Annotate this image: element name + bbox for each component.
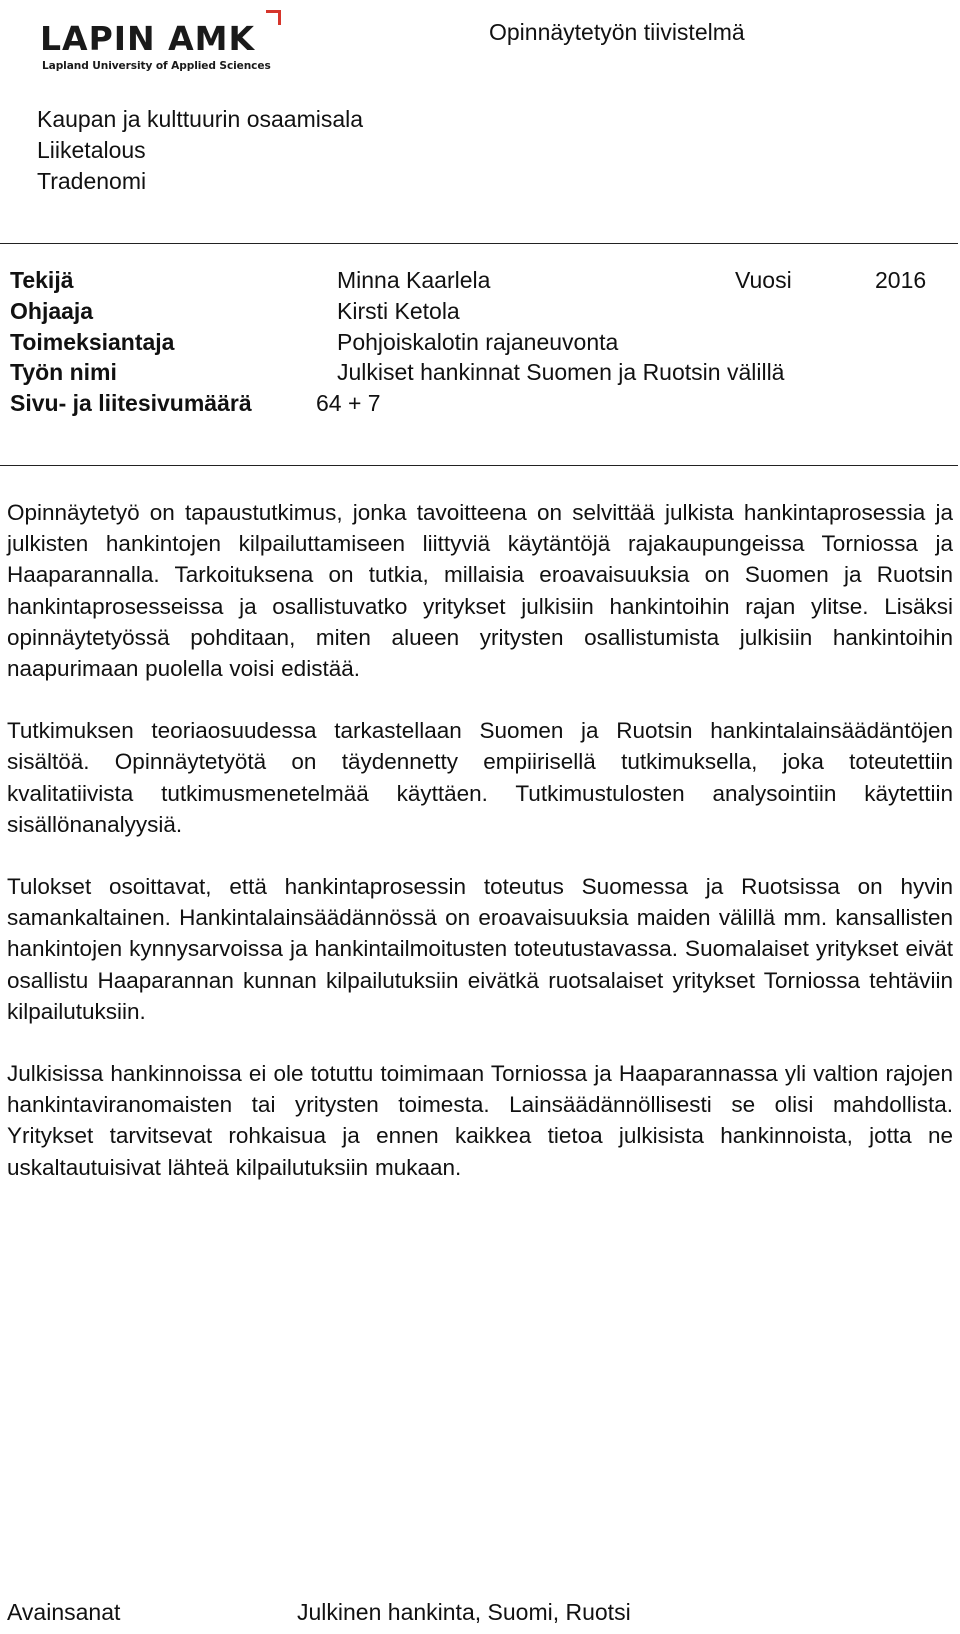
field-of-study: Kaupan ja kulttuurin osaamisala — [37, 106, 364, 132]
year-label: Vuosi — [735, 267, 792, 293]
supervisor-value: Kirsti Ketola — [337, 298, 460, 324]
abstract-paragraph: Julkisissa hankinnoissa ei ole totuttu toimimaan Torniossa ja Haaparannassa yli valtion rajojen hankintaviranomaisten tai yritysten toimesta. Lainsäädännöllisesti se olisi mahdollista. Yritykset tarvitsevat rohkaisua ja ennen kaikkea tietoa julkisista hankinnoista, jotta ne uskaltautuisivat lähteä kilpailutuksiin mukaan. — [7, 1061, 953, 1180]
logo-accent-mark — [266, 10, 281, 25]
degree-title: Tradenomi — [37, 168, 147, 194]
keywords-value: Julkinen hankinta, Suomi, Ruotsi — [297, 1599, 631, 1625]
keywords-label: Avainsanat — [7, 1599, 121, 1625]
title-label: Työn nimi — [10, 359, 117, 385]
abstract-paragraph: Tutkimuksen teoriaosuudessa tarkastellaan Suomen ja Ruotsin hankintalainsäädäntöjen sisältöä. Opinnäytetyötä on täydennetty empiirisellä tutkimuksella, joka toteutettiin kvalitatiivista tutkimusmenetelmää käyttäen. Tutkimustulosten analysointiin käytettiin sisällönanalyysiä. — [7, 718, 953, 837]
commissioner-value: Pohjoiskalotin rajaneuvonta — [337, 329, 619, 355]
abstract-paragraph: Tulokset osoittavat, että hankintaprosessin toteutus Suomessa ja Ruotsissa on hyvin samankaltainen. Hankintalainsäädännössä on eroavaisuuksia maiden välillä mm. kansallisten hankintojen kynnysarvoissa ja hankintailmoitusten toteutustavassa. Suomalaiset yritykset eivät osallistu Haaparannan kunnan kilpailutuksiin eivätkä ruotsalaiset yritykset Torniossa tehtäviin kilpailutuksiin. — [7, 874, 953, 1024]
abstract-text — [7, 497, 953, 1214]
pages-label: Sivu- ja liitesivumäärä — [10, 390, 252, 416]
pages-value: 64 + 7 — [316, 390, 381, 416]
abstract-paragraph: Opinnäytetyö on tapaustutkimus, jonka tavoitteena on selvittää julkista hankintaprosessia ja julkisten hankintojen kilpailuttamiseen liittyviä käytäntöjä rajakaupungeissa Torniossa ja Haaparannalla. Tarkoituksena on tutkia, millaisia eroavaisuuksia on Suomen ja Ruotsin hankintaprosesseissa ja osallistuvatko yritykset julkisiin hankintoihin rajan ylitse. Lisäksi opinnäytetyössä pohditaan, miten alueen yritysten osallistumista julkisiin hankintoihin naapurimaan puolella voisi edistää. — [7, 500, 953, 682]
abstract-divider — [0, 465, 958, 466]
year-value: 2016 — [875, 267, 927, 293]
logo-wordmark: LAPIN AMK — [40, 19, 256, 58]
author-value: Minna Kaarlela — [337, 267, 491, 293]
top-divider — [0, 243, 958, 244]
logo-subtitle: Lapland University of Applied Sciences — [42, 60, 271, 72]
degree-unit-block — [37, 104, 363, 197]
degree-programme: Liiketalous — [37, 137, 146, 163]
document-type: Opinnäytetyön tiivistelmä — [489, 19, 745, 45]
author-label: Tekijä — [10, 267, 74, 293]
commissioner-label: Toimeksiantaja — [10, 329, 175, 355]
title-value: Julkiset hankinnat Suomen ja Ruotsin välillä — [337, 359, 785, 385]
university-logo — [40, 8, 290, 74]
supervisor-label: Ohjaaja — [10, 298, 94, 324]
